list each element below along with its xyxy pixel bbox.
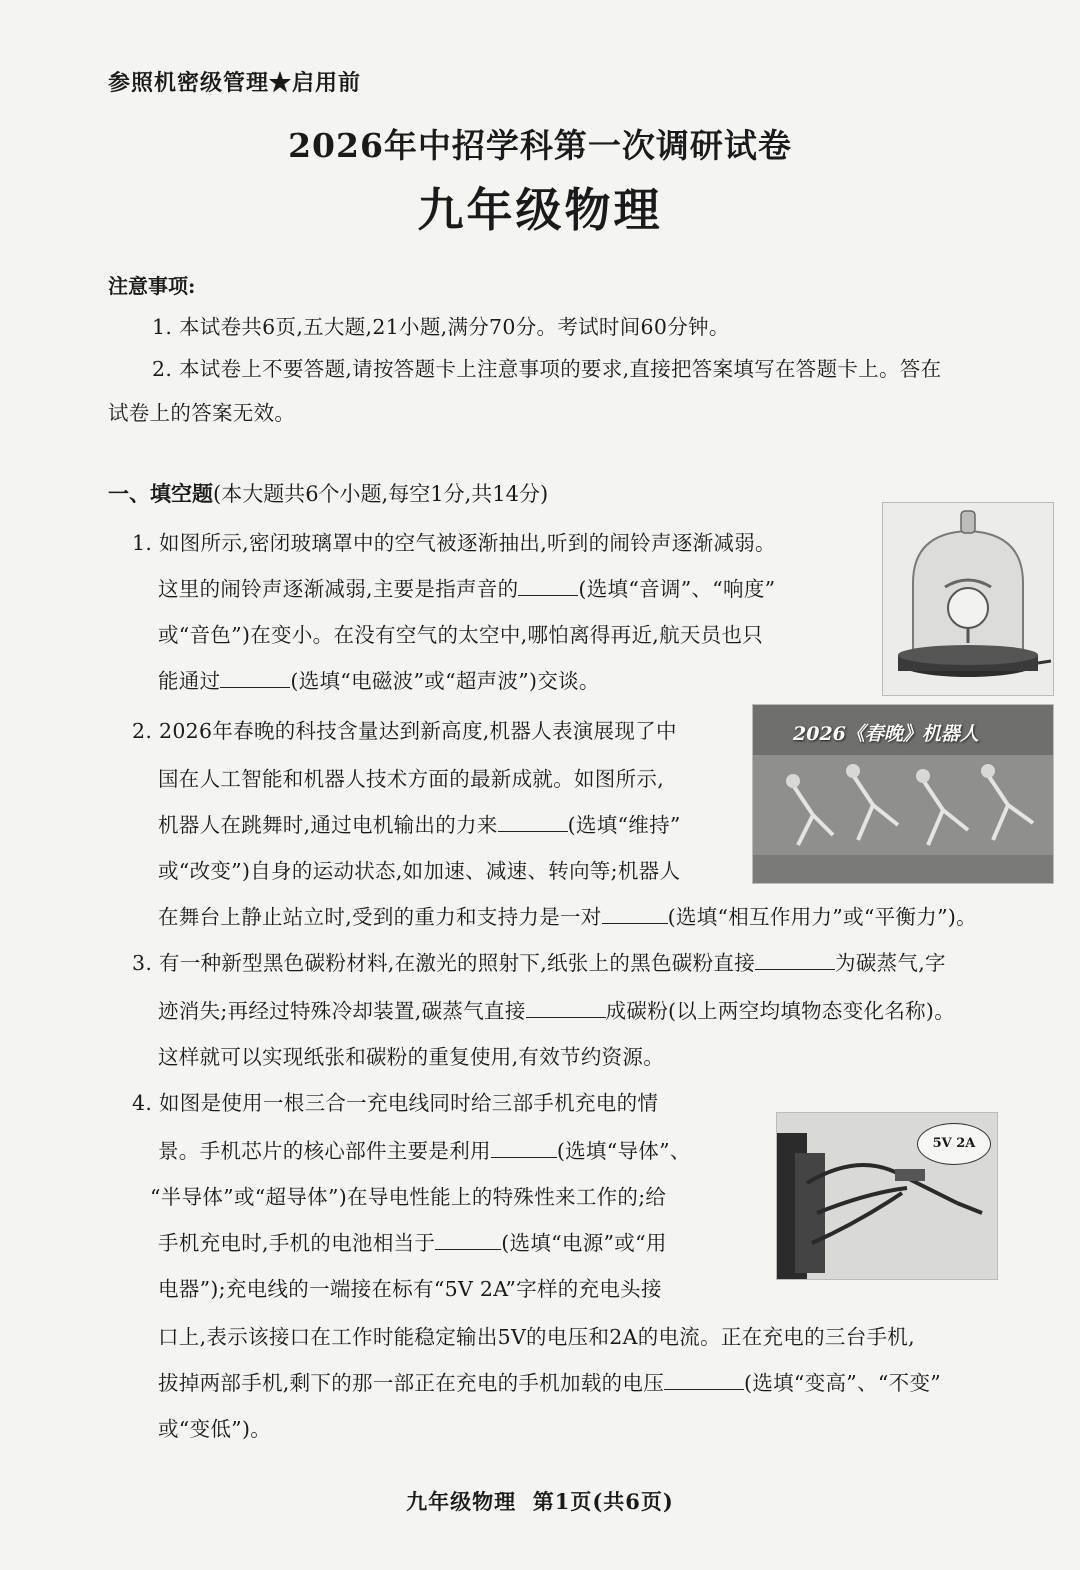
q4-text-e: 拔掉两部手机,剩下的那一部正在充电的手机加载的电压 [158,1371,665,1395]
q4-line-6: 口上,表示该接口在工作时能稳定输出5V的电压和2A的电流。正在充电的三台手机, [158,1325,915,1349]
q4-text-f: (选填“变高”、“不变” [744,1371,942,1395]
q4-line-7 [158,1366,941,1396]
q2-line-3 [158,808,681,838]
q4-line-3: “半导体”或“超导体”)在导电性能上的特殊性来工作的;给 [150,1185,667,1209]
q2-text-c: 在舞台上静止站立时,受到的重力和支持力是一对 [158,905,602,929]
q4-line-2 [158,1134,691,1164]
q3-text-a: 3. 有一种新型黑色碳粉材料,在激光的照射下,纸张上的黑色碳粉直接 [132,951,756,975]
q2-blank-1 [498,813,568,832]
section-1-title: 一、填空题 [108,481,213,506]
q2-line-5 [158,900,977,930]
footer-page-number: 第1页(共6页) [532,1489,674,1514]
q1-text-a: 这里的闹铃声逐渐减弱,主要是指声音的 [158,577,519,601]
robot-figure [752,704,1054,884]
notice-item-1: 1. 本试卷共6页,五大题,21小题,满分70分。考试时间60分钟。 [152,315,730,339]
q4-blank-2 [435,1231,501,1250]
q1-line-3: 或“音色”)在变小。在没有空气的太空中,哪怕离得再近,航天员也只 [158,623,764,647]
q3-blank-2 [526,999,606,1018]
confidential-notice: 参照机密级管理★启用前 [108,70,362,96]
exam-title: 2026年中招学科第一次调研试卷 [288,126,792,165]
charger-label-bubble: 5V 2A [917,1123,991,1165]
q4-text-b: (选填“导体”、 [556,1139,691,1163]
q3-blank-1 [755,951,835,970]
q2-text-b: (选填“维持” [567,813,681,837]
section-1-desc: (本大题共6个小题,每空1分,共14分) [213,482,549,506]
q1-blank-1 [518,577,578,596]
q4-line-5: 电器”);充电线的一端接在标有“5V 2A”字样的充电头接 [158,1277,662,1301]
q4-line-4 [158,1226,667,1256]
bell-jar-illustration [883,503,1053,695]
q4-text-c: 手机充电时,手机的电池相当于 [158,1231,436,1255]
footer-subject: 九年级物理 [406,1489,517,1514]
notice-item-2-cont: 试卷上的答案无效。 [108,401,296,425]
q1-blank-2 [220,669,290,688]
bell-jar-figure [882,502,1054,696]
section-1-heading [108,478,548,508]
q3-text-b: 为碳蒸气,字 [835,951,946,975]
q3-line-3: 这样就可以实现纸张和碳粉的重复使用,有效节约资源。 [158,1045,665,1069]
q2-blank-2 [602,905,668,924]
q4-text-a: 景。手机芯片的核心部件主要是利用 [158,1139,491,1163]
q1-line-4 [158,664,600,694]
q4-line-8: 或“变低”)。 [158,1417,272,1441]
q4-blank-3 [664,1371,744,1390]
q2-line-1: 2. 2026年春晚的科技含量达到新高度,机器人表演展现了中 [132,719,677,743]
q4-text-d: (选填“电源”或“用 [501,1231,667,1255]
q3-text-d: 成碳粉(以上两空均填物态变化名称)。 [605,999,956,1023]
notice-heading: 注意事项: [108,274,196,298]
q3-line-2 [158,994,955,1024]
q1-text-d: (选填“电磁波”或“超声波”)交谈。 [290,669,600,693]
q1-text-b: (选填“音调”、“响度” [578,577,776,601]
notice-item-2: 2. 本试卷上不要答题,请按答题卡上注意事项的要求,直接把答案填写在答题卡上。答在 [152,357,942,381]
page-footer [0,1486,1080,1516]
q3-text-c: 迹消失;再经过特殊冷却装置,碳蒸气直接 [158,999,526,1023]
subject-title: 九年级物理 [417,183,663,237]
q4-line-1: 4. 如图是使用一根三合一充电线同时给三部手机充电的情 [132,1091,659,1115]
robot-image-caption: 2026《春晚》机器人 [793,723,979,745]
q3-line-1 [132,946,946,976]
q2-text-d: (选填“相互作用力”或“平衡力”)。 [667,905,977,929]
q1-line-2 [158,572,775,602]
q1-line-1: 1. 如图所示,密闭玻璃罩中的空气被逐渐抽出,听到的闹铃声逐渐减弱。 [132,531,776,555]
q4-blank-1 [491,1139,557,1158]
q2-text-a: 机器人在跳舞时,通过电机输出的力来 [158,813,498,837]
q2-line-2: 国在人工智能和机器人技术方面的最新成就。如图所示, [158,767,665,791]
q2-line-4: 或“改变”)自身的运动状态,如加速、减速、转向等;机器人 [158,859,681,883]
charging-figure [776,1112,998,1280]
q1-text-c: 能通过 [158,669,221,693]
